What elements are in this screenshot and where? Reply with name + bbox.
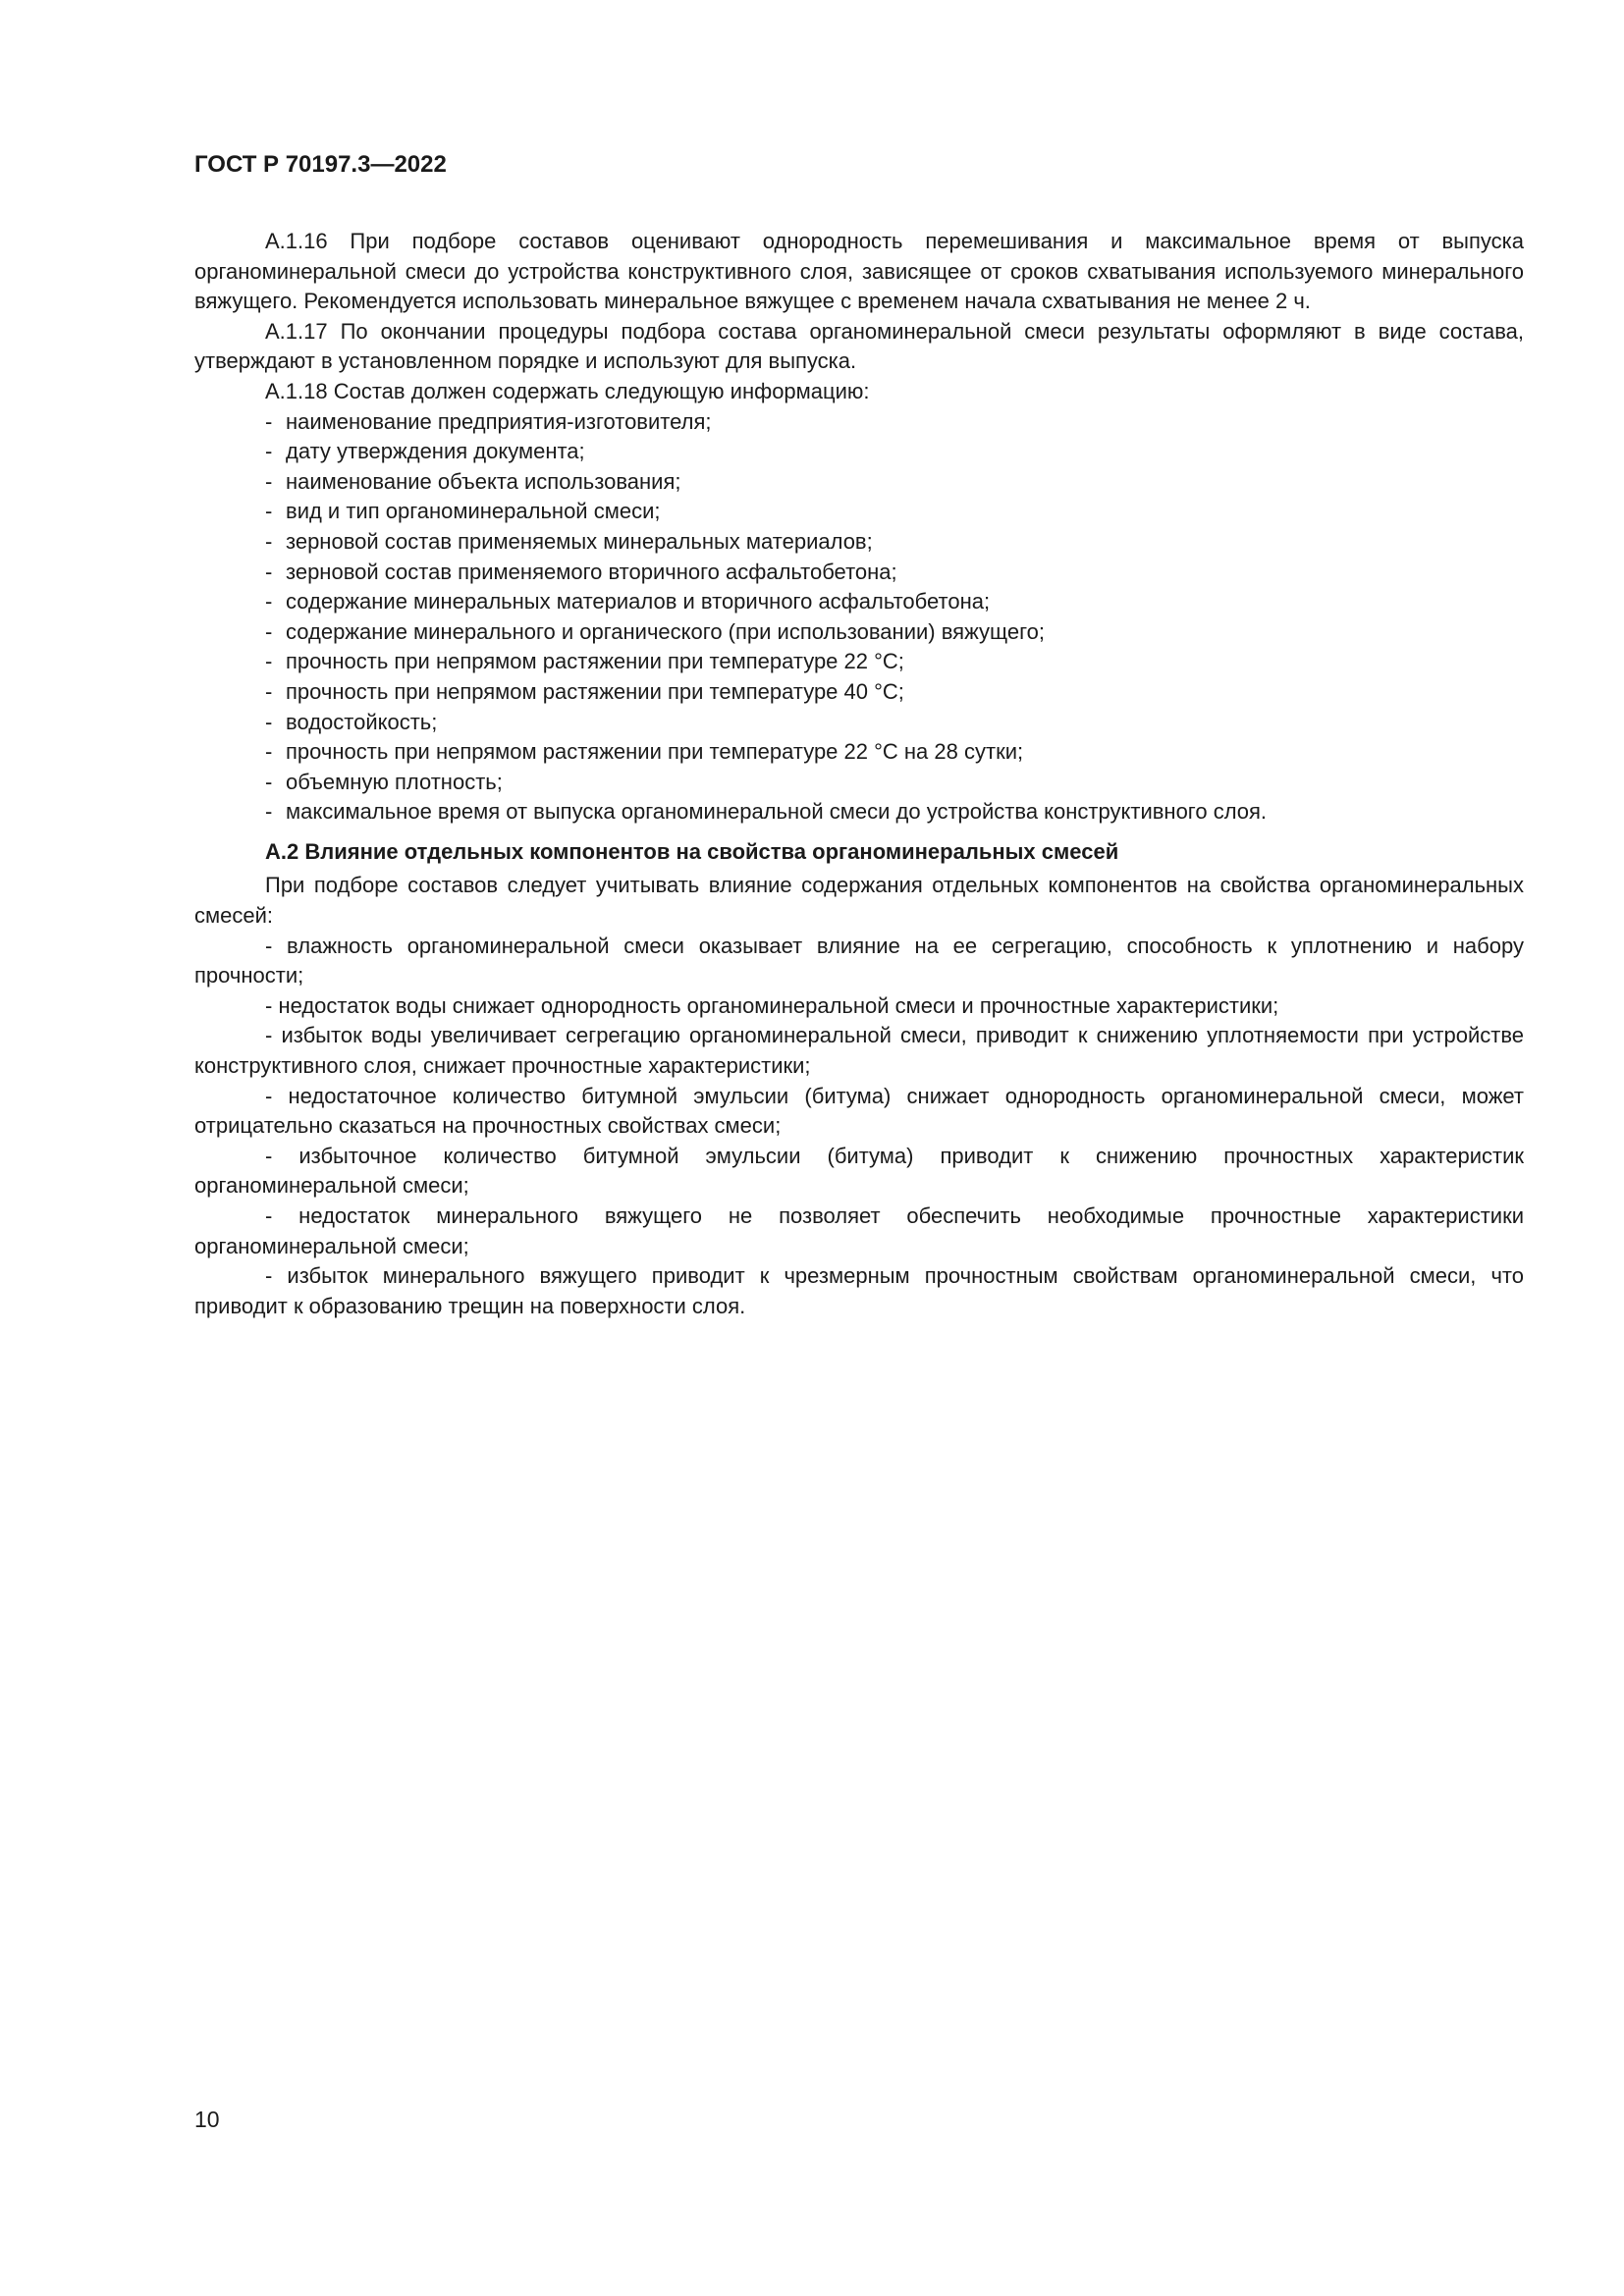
- document-header-title: ГОСТ Р 70197.3—2022: [194, 151, 447, 178]
- list-item-text: прочность при непрямом растяжении при температуре 22 °С;: [286, 649, 904, 674]
- list-item: [194, 677, 1524, 708]
- section-a-2-intro: При подборе составов следует учитывать влияние содержания отдельных компонентов на свойства органоминеральных смесей:: [194, 873, 1524, 929]
- section-a-2-heading: А.2 Влияние отдельных компонентов на свойства органоминеральных смесей: [265, 838, 1119, 864]
- list-item-text: прочность при непрямом растяжении при температуре 40 °С;: [286, 678, 904, 704]
- list-dash: -: [265, 468, 273, 494]
- list-dash: -: [265, 709, 273, 734]
- list-dash: -: [265, 408, 273, 434]
- list-item-text: прочность при непрямом растяжении при температуре 22 °С на 28 сутки;: [286, 739, 1024, 765]
- list-item: [194, 768, 1524, 798]
- list-dash: -: [265, 559, 273, 584]
- list-item: [194, 587, 1524, 617]
- list-item: [194, 437, 1524, 467]
- list-item-text: зерновой состав применяемого вторичного асфальтобетона;: [286, 559, 897, 584]
- section-a-2-item: - недостаток воды снижает однородность органоминеральной смеси и прочностные характеристики;: [265, 992, 1279, 1018]
- section-a-2-item: - избыточное количество битумной эмульсии (битума) приводит к снижению прочностных характеристик органоминеральной смеси;: [194, 1143, 1524, 1199]
- list-item-text: наименование предприятия-изготовителя;: [286, 408, 712, 434]
- clause-a-1-18: А.1.18 Состав должен содержать следующую информацию:: [265, 378, 870, 403]
- list-item-text: максимальное время от выпуска органоминеральной смеси до устройства конструктивного слоя.: [286, 799, 1268, 825]
- list-item: [194, 647, 1524, 677]
- list-dash: -: [265, 528, 273, 554]
- list-item: [194, 617, 1524, 648]
- list-dash: -: [265, 678, 273, 704]
- list-item: [194, 407, 1524, 438]
- document-body: [194, 227, 1524, 1321]
- list-dash: -: [265, 739, 273, 765]
- list-item-text: содержание минерального и органического (при использовании) вяжущего;: [286, 618, 1046, 644]
- list-item: [194, 797, 1524, 828]
- list-item-text: объемную плотность;: [286, 769, 503, 794]
- section-a-2-item: - избыток минерального вяжущего приводит к чрезмерным прочностным свойствам органоминеральной смеси, что приводит к образованию трещин на поверхности слоя.: [194, 1263, 1524, 1318]
- section-a-2-item: - недостаточное количество битумной эмульсии (битума) снижает однородность органоминеральной смеси, может отрицательно сказаться на прочностных свойствах смеси;: [194, 1083, 1524, 1139]
- clause-a-1-17: А.1.17 По окончании процедуры подбора состава органоминеральной смеси результаты оформляют в виде состава, утверждают в установленном порядке и используют для выпуска.: [194, 318, 1524, 374]
- list-item: [194, 708, 1524, 738]
- list-dash: -: [265, 618, 273, 644]
- page-number: 10: [194, 2107, 220, 2132]
- list-item-text: дату утверждения документа;: [286, 439, 585, 464]
- section-a-2-item: - недостаток минерального вяжущего не позволяет обеспечить необходимые прочностные характеристики органоминеральной смеси;: [194, 1203, 1524, 1258]
- required-info-list: [194, 407, 1524, 828]
- section-a-2-item: - влажность органоминеральной смеси оказывает влияние на ее сегрегацию, способность к уплотнению и набору прочности;: [194, 933, 1524, 988]
- clause-a-1-16: А.1.16 При подборе составов оценивают однородность перемешивания и максимальное время от выпуска органоминеральной смеси до устройства конструктивного слоя, зависящее от сроков схватывания используемого минерального вяжущего. Рекомендуется использовать минеральное вяжущее с временем начала схватывания не менее 2 ч.: [194, 229, 1524, 314]
- list-item: [194, 737, 1524, 768]
- list-item: [194, 527, 1524, 558]
- list-item-text: водостойкость;: [286, 709, 438, 734]
- list-dash: -: [265, 769, 273, 794]
- section-a-2-item: - избыток воды увеличивает сегрегацию органоминеральной смеси, приводит к снижению уплотняемости при устройстве конструктивного слоя, снижает прочностные характеристики;: [194, 1023, 1524, 1079]
- list-item: [194, 558, 1524, 588]
- list-dash: -: [265, 499, 273, 524]
- list-item-text: наименование объекта использования;: [286, 468, 681, 494]
- list-item-text: содержание минеральных материалов и вторичного асфальтобетона;: [286, 589, 991, 614]
- list-item-text: зерновой состав применяемых минеральных материалов;: [286, 528, 873, 554]
- list-item: [194, 467, 1524, 498]
- list-item-text: вид и тип органоминеральной смеси;: [286, 499, 661, 524]
- list-dash: -: [265, 799, 273, 825]
- list-dash: -: [265, 589, 273, 614]
- list-dash: -: [265, 439, 273, 464]
- list-dash: -: [265, 649, 273, 674]
- list-item: [194, 497, 1524, 527]
